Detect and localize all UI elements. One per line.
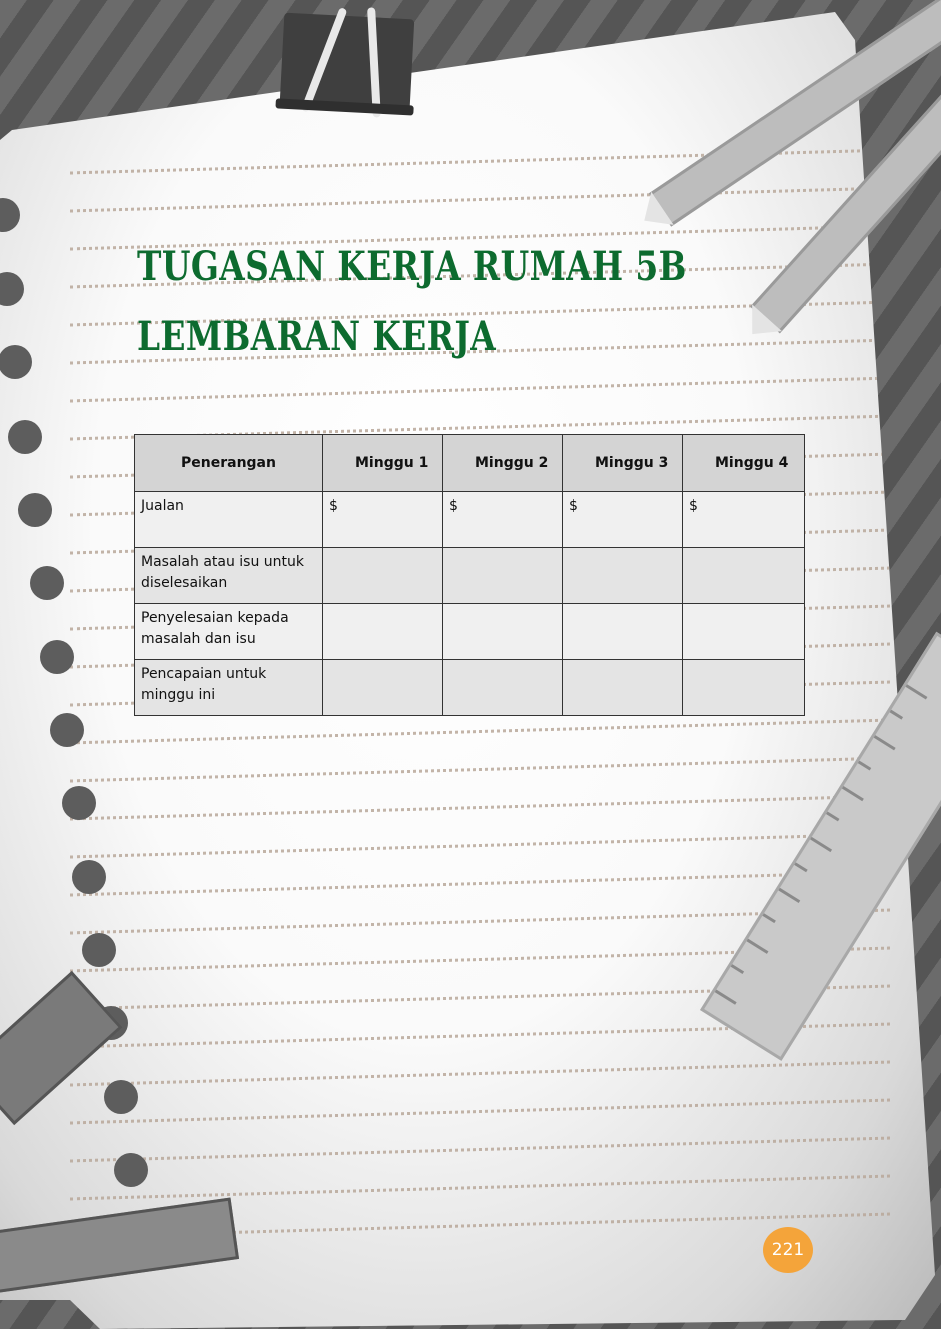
table-cell[interactable] <box>323 548 443 604</box>
table-cell[interactable] <box>443 604 563 660</box>
table-cell[interactable]: $ <box>323 492 443 548</box>
worksheet-title <box>137 232 687 372</box>
header-minggu-4: Minggu 4 <box>683 435 805 492</box>
header-penerangan: Penerangan <box>135 435 323 492</box>
table-cell[interactable] <box>683 548 805 604</box>
table-cell[interactable] <box>563 660 683 716</box>
header-minggu-1: Minggu 1 <box>323 435 443 492</box>
table-cell[interactable] <box>683 604 805 660</box>
table-cell[interactable] <box>323 660 443 716</box>
table-cell[interactable] <box>323 604 443 660</box>
binder-clip-icon <box>280 13 415 110</box>
title-line-1: TUGASAN KERJA RUMAH 5B <box>137 243 687 290</box>
table-cell[interactable] <box>683 660 805 716</box>
row-label: Pencapaian untuk minggu ini <box>135 660 323 716</box>
row-label: Masalah atau isu untuk diselesaikan <box>135 548 323 604</box>
table-header-row <box>135 435 805 492</box>
table-cell[interactable] <box>563 604 683 660</box>
table-row <box>135 604 805 660</box>
page-number-badge: 221 <box>763 1227 813 1273</box>
row-label: Jualan <box>135 492 323 548</box>
table-cell[interactable]: $ <box>563 492 683 548</box>
header-minggu-3: Minggu 3 <box>563 435 683 492</box>
table-row <box>135 492 805 548</box>
table-cell[interactable] <box>443 548 563 604</box>
header-minggu-2: Minggu 2 <box>443 435 563 492</box>
table-cell[interactable]: $ <box>683 492 805 548</box>
table-cell[interactable] <box>443 660 563 716</box>
worksheet-table <box>134 434 805 716</box>
title-line-2: LEMBARAN KERJA <box>137 313 497 360</box>
table-cell[interactable]: $ <box>443 492 563 548</box>
table-row <box>135 548 805 604</box>
row-label: Penyelesaian kepada masalah dan isu <box>135 604 323 660</box>
table-cell[interactable] <box>563 548 683 604</box>
table-row <box>135 660 805 716</box>
